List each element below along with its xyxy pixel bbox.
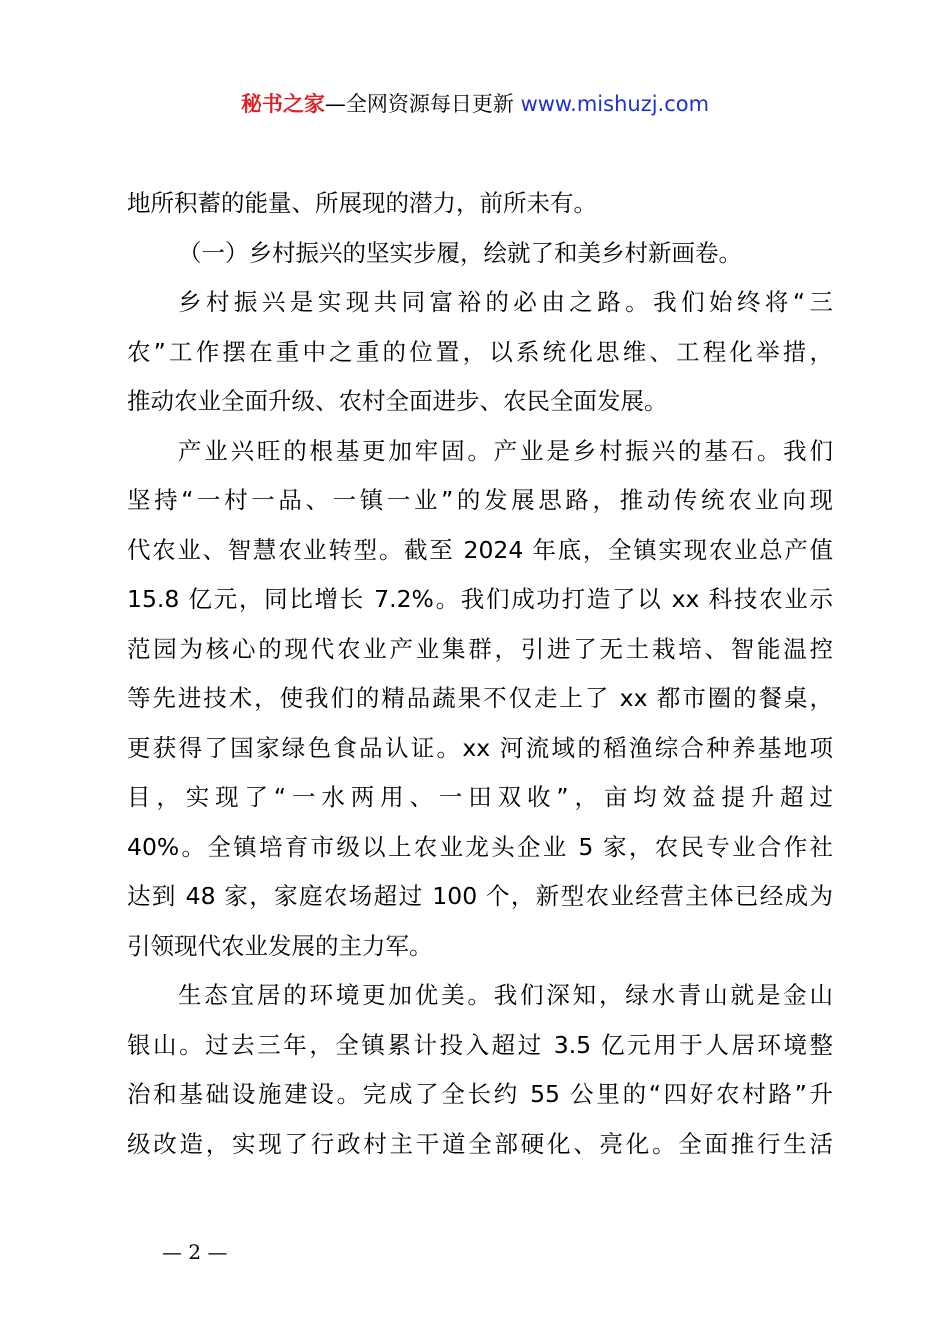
text-line: 代农业、智慧农业转型。截至 2024 年底，全镇实现农业总产值 bbox=[127, 535, 833, 564]
text-line: 级改造，实现了行政村主干道全部硬化、亮化。全面推行生活 bbox=[127, 1129, 833, 1158]
text-line: 等先进技术，使我们的精品蔬果不仅走上了 xx 都市圈的餐桌， bbox=[127, 684, 833, 712]
section-heading: （一）乡村振兴的坚实步履，绘就了和美乡村新画卷。 bbox=[178, 238, 742, 267]
text-line: 范园为核心的现代农业产业集群，引进了无土栽培、智能温控 bbox=[127, 634, 833, 663]
text-line: 推动农业全面升级、农村全面进步、农民全面发展。 bbox=[127, 387, 668, 415]
text-line: 更获得了国家绿色食品认证。xx 河流域的稻渔综合种养基地项 bbox=[127, 733, 833, 762]
text-line: 产业兴旺的根基更加牢固。产业是乡村振兴的基石。我们 bbox=[178, 436, 833, 465]
text-line: 达到 48 家，家庭农场超过 100 个，新型农业经营主体已经成为 bbox=[127, 882, 833, 910]
header-tagline: —全网资源每日更新 bbox=[324, 92, 521, 116]
text-line: 地所积蓄的能量、所展现的潜力，前所未有。 bbox=[127, 189, 597, 217]
text-line: 乡村振兴是实现共同富裕的必由之路。我们始终将“三 bbox=[178, 288, 833, 316]
text-line: 生态宜居的环境更加优美。我们深知，绿水青山就是金山 bbox=[178, 981, 833, 1009]
text-line: 40%。全镇培育市级以上农业龙头企业 5 家，农民专业合作社 bbox=[127, 832, 833, 861]
text-line: 坚持“一村一品、一镇一业”的发展思路，推动传统农业向现 bbox=[127, 486, 833, 514]
text-line: 目，实现了“一水两用、一田双收”，亩均效益提升超过 bbox=[127, 783, 833, 811]
page-number: — 2 — bbox=[162, 1240, 228, 1264]
brand-name: 秘书之家 bbox=[240, 92, 325, 116]
text-line: 治和基础设施建设。完成了全长约 55 公里的“四好农村路”升 bbox=[127, 1080, 833, 1108]
text-line: 15.8 亿元，同比增长 7.2%。我们成功打造了以 xx 科技农业示 bbox=[127, 585, 833, 613]
website-url[interactable]: www.mishuzj.com bbox=[520, 92, 710, 116]
text-line: 农”工作摆在重中之重的位置，以系统化思维、工程化举措， bbox=[127, 337, 833, 366]
text-line: 银山。过去三年，全镇累计投入超过 3.5 亿元用于人居环境整 bbox=[127, 1030, 833, 1059]
document-body bbox=[127, 179, 833, 1169]
page-header bbox=[0, 88, 950, 120]
text-line: 引领现代农业发展的主力军。 bbox=[127, 931, 433, 960]
